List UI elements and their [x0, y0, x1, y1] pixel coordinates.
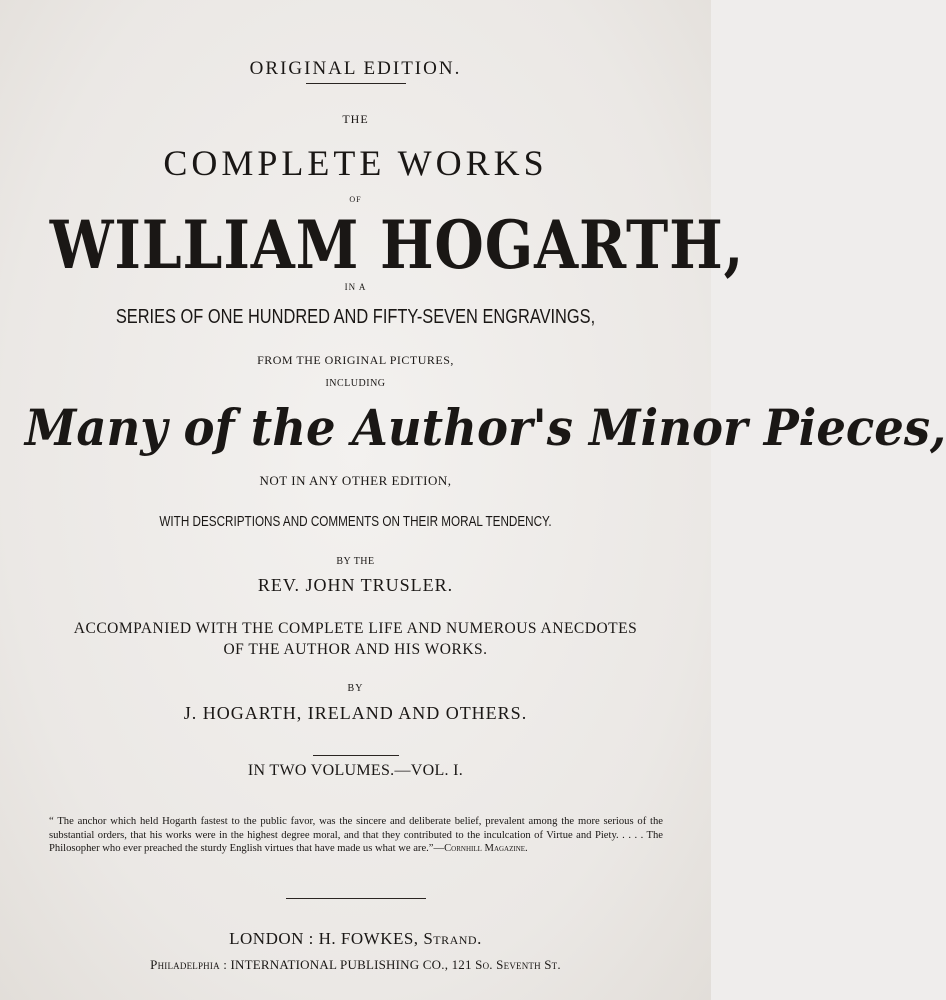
quote-text: “ The anchor which held Hogarth fastest to the public favor, was the sincere and deliberate belief, prevalent among the more serious of the substantial orders, that his works were in the highest degree moral, and that they contributed to the inculcation of Virtue and Piety. . . . . The Philosopher who ever preached the sturdy English virtues that have made us what we are.”—: [49, 816, 663, 855]
imprint-philadelphia: [0, 957, 711, 973]
imprint-publisher: H. FOWKES,: [318, 929, 419, 948]
including-label: INCLUDING: [325, 378, 386, 389]
imprint-street: Strand.: [423, 929, 482, 948]
volumes-line: IN TWO VOLUMES.—VOL. I.: [247, 762, 464, 779]
reverend-name: REV. JOHN TRUSLER.: [257, 575, 454, 595]
imprint-publisher-2: INTERNATIONAL PUBLISHING CO., 121: [230, 957, 472, 972]
imprint-city-2: Philadelphia :: [150, 957, 228, 972]
imprint-london: [0, 929, 711, 949]
quote-source: Cornhill Magazine.: [444, 843, 528, 855]
descriptions-line: WITH DESCRIPTIONS AND COMMENTS ON THEIR MORAL TENDENCY.: [159, 513, 552, 530]
imprint-city: LONDON :: [229, 929, 314, 948]
edition-label: ORIGINAL EDITION.: [249, 58, 462, 79]
in-a-label: IN A: [344, 282, 367, 292]
title-article: THE: [342, 112, 369, 126]
by-label: BY: [347, 683, 364, 694]
accompanied-line-2: OF THE AUTHOR AND HIS WORKS.: [223, 641, 488, 658]
author-name: WILLIAM HOGARTH,: [49, 206, 745, 284]
accompanied-line-1: ACCOMPANIED WITH THE COMPLETE LIFE AND NUMEROUS ANECDOTES: [73, 620, 638, 637]
epigraph-quote: [49, 815, 663, 856]
minor-pieces-line: Many of the Author's Minor Pieces,: [24, 398, 946, 457]
from-pictures-line: FROM THE ORIGINAL PICTURES,: [257, 353, 454, 367]
title-complete-works: COMPLETE WORKS: [163, 143, 548, 183]
title-of: OF: [349, 195, 362, 204]
series-line: SERIES OF ONE HUNDRED AND FIFTY-SEVEN ENGRAVINGS,: [115, 306, 596, 328]
edition-underline: [306, 83, 406, 84]
imprint-street-2: So. Seventh St.: [475, 957, 561, 972]
contributors-line: J. HOGARTH, IRELAND AND OTHERS.: [183, 703, 528, 723]
volumes-overline: [313, 755, 399, 756]
not-in-edition-line: NOT IN ANY OTHER EDITION,: [259, 473, 452, 488]
by-the-label: BY THE: [336, 556, 375, 567]
imprint-divider: [286, 898, 426, 899]
